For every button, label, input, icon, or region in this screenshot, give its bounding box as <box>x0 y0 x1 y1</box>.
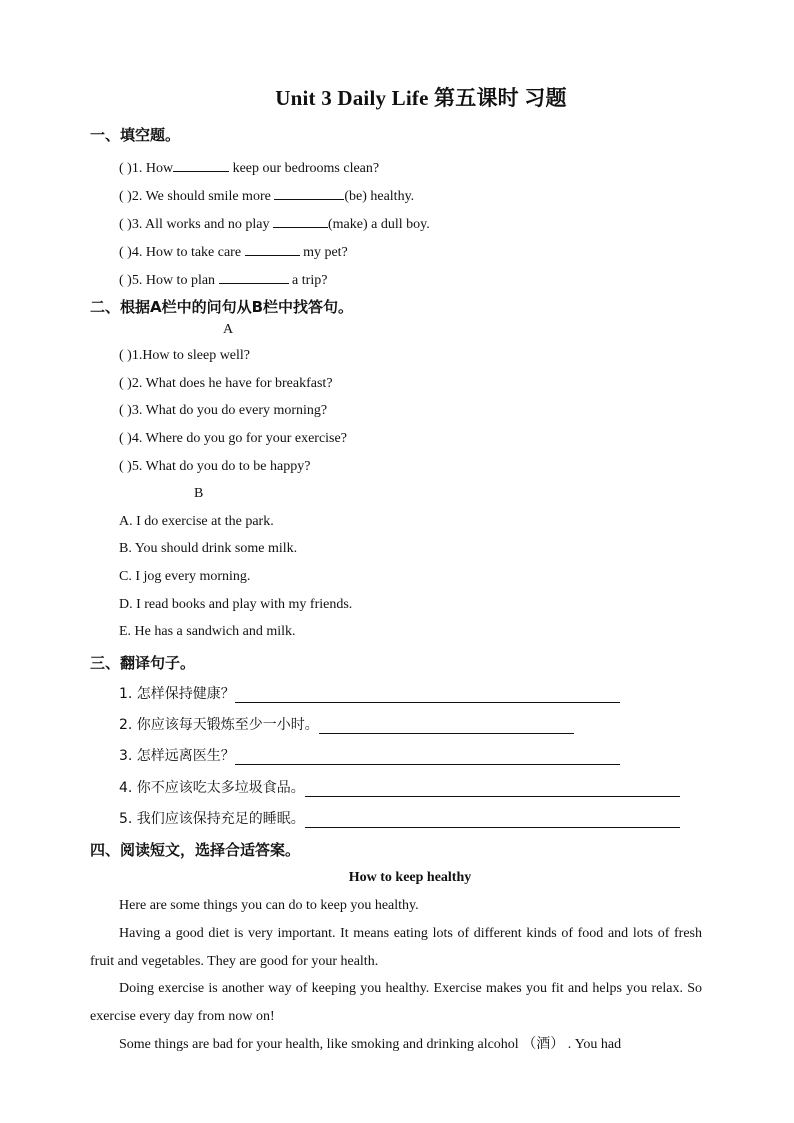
translate-item <box>119 714 574 734</box>
translate-prompt: 2. 你应该每天锻炼至少一小时。 <box>119 717 319 733</box>
answer-line[interactable] <box>305 811 680 828</box>
question-text: 1. How <box>131 161 174 176</box>
match-question: ( )2. What does he have for breakfast? <box>119 376 333 391</box>
match-answer: D. I read books and play with my friends. <box>119 597 353 612</box>
match-question: ( )4. Where do you go for your exercise? <box>119 431 347 446</box>
translate-prompt: 3. 怎样远离医生？ <box>119 748 235 764</box>
blank-line[interactable] <box>219 269 289 284</box>
translate-prompt: 5. 我们应该保持充足的睡眠。 <box>119 811 305 827</box>
blank-line[interactable] <box>173 157 229 172</box>
match-question: ( )1.How to sleep well? <box>119 348 251 363</box>
question-text: 3. All works and no play <box>131 217 273 232</box>
answer-paren: ( ) <box>119 189 132 204</box>
match-answer: E. He has a sandwich and milk. <box>119 624 296 639</box>
answer-line[interactable] <box>235 748 620 765</box>
question-text: my pet? <box>299 245 348 260</box>
question-text: 4. How to take care <box>131 245 245 260</box>
page-title: Unit 3 Daily Life 第五课时 习题 <box>275 86 567 110</box>
match-question: ( )3. What do you do every morning? <box>119 403 328 418</box>
match-answer: A. I do exercise at the park. <box>119 514 274 529</box>
answer-paren: ( ) <box>119 245 132 260</box>
translate-prompt: 4. 你不应该吃太多垃圾食品。 <box>119 780 305 796</box>
section-heading-translate: 三、翻译句子。 <box>90 654 196 672</box>
question-text: 2. We should smile more <box>131 189 275 204</box>
question-text: (make) a dull boy. <box>327 217 430 232</box>
translate-item <box>119 745 620 765</box>
translate-item <box>119 777 680 797</box>
fill-blank-item <box>119 241 348 261</box>
reading-title: How to keep healthy <box>348 870 472 885</box>
reading-paragraph: Doing exercise is another way of keeping you healthy. Exercise makes you fit and helps you relax. So exercise every day from now on! <box>90 981 702 1024</box>
answer-paren: ( ) <box>119 161 132 176</box>
translate-item <box>119 808 680 828</box>
fill-blank-item <box>119 269 327 289</box>
question-text: a trip? <box>288 273 328 288</box>
answer-line[interactable] <box>235 686 620 703</box>
blank-line[interactable] <box>273 213 328 228</box>
translate-item <box>119 683 620 703</box>
blank-line[interactable] <box>274 185 344 200</box>
section-heading-matching: 二、根据A栏中的问句从B栏中找答句。 <box>90 298 354 316</box>
answer-paren: ( ) <box>119 217 132 232</box>
reading-paragraph: Some things are bad for your health, like smoking and drinking alcohol （酒） . You had <box>119 1037 622 1052</box>
column-b-label: B <box>194 486 204 501</box>
question-text: keep our bedrooms clean? <box>229 161 380 176</box>
fill-blank-item <box>119 157 379 177</box>
match-answer: B. You should drink some milk. <box>119 541 298 556</box>
section-heading-fill-blank: 一、填空题。 <box>90 126 181 144</box>
column-a-label: A <box>223 322 234 337</box>
question-text: (be) healthy. <box>344 189 415 204</box>
match-question: ( )5. What do you do to be happy? <box>119 459 311 474</box>
question-text: 5. How to plan <box>131 273 219 288</box>
answer-line[interactable] <box>319 717 574 734</box>
reading-paragraph: Here are some things you can do to keep you healthy. <box>119 898 419 913</box>
match-answer: C. I jog every morning. <box>119 569 251 584</box>
fill-blank-item <box>119 185 414 205</box>
answer-line[interactable] <box>305 780 680 797</box>
section-heading-reading: 四、阅读短文，选择合适答案。 <box>90 841 301 859</box>
fill-blank-item <box>119 213 430 233</box>
blank-line[interactable] <box>245 241 300 256</box>
reading-paragraph: Having a good diet is very important. It means eating lots of different kinds of food and lots of fresh fruit and vegetables. They are good for your health. <box>90 926 702 969</box>
answer-paren: ( ) <box>119 273 132 288</box>
translate-prompt: 1. 怎样保持健康？ <box>119 686 235 702</box>
